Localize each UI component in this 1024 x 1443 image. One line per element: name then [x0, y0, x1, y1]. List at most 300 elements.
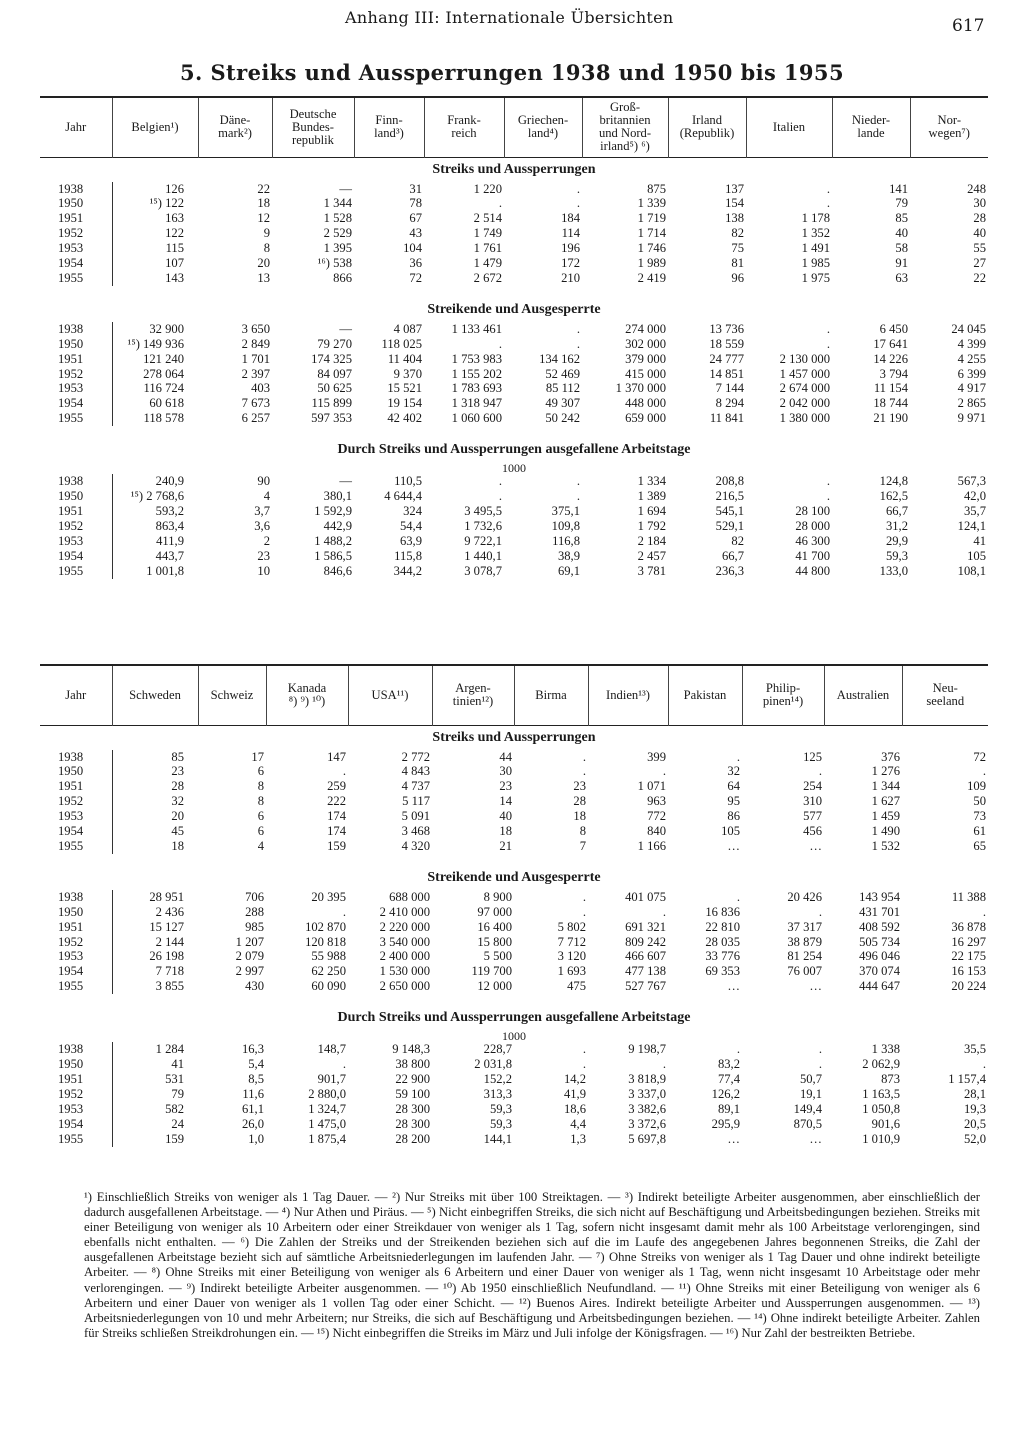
table-row [40, 750, 988, 765]
year-cell: 1955 [40, 564, 112, 579]
data-cell: . [826, 336, 830, 351]
data-cell: 863,4 [155, 518, 184, 533]
data-cell: 107 [165, 256, 184, 271]
data-cell: 50,7 [799, 1072, 822, 1086]
data-cell: 196 [561, 241, 580, 256]
data-cell: 443,7 [155, 548, 184, 563]
data-cell: 72 [409, 270, 422, 285]
data-cell: 236,3 [715, 563, 744, 578]
strikes-table-overseas [40, 664, 988, 1147]
data-cell: 593,2 [155, 504, 184, 518]
data-cell: . [826, 181, 830, 196]
table-row [40, 396, 988, 411]
data-cell: 20 224 [951, 979, 986, 994]
data-cell: 6 [257, 809, 264, 824]
data-cell: 1 528 [323, 211, 352, 226]
column-header: Belgien¹) [112, 97, 198, 157]
table-row [40, 839, 988, 854]
data-cell: 5 802 [557, 919, 586, 934]
column-header: Schweden [112, 665, 198, 725]
data-cell: 4 843 [401, 764, 430, 779]
data-cell: 4 087 [393, 321, 422, 336]
data-cell: 126,2 [711, 1086, 740, 1101]
data-cell: 59 100 [395, 1086, 430, 1101]
data-cell: 380,1 [323, 489, 352, 504]
data-cell: 28 [973, 211, 986, 226]
table-row [40, 905, 988, 920]
data-cell: 33 776 [705, 949, 740, 964]
data-cell: 90 [257, 474, 270, 489]
data-cell: 2 514 [473, 211, 502, 226]
data-cell: 11 388 [951, 889, 986, 904]
data-cell: … [727, 838, 740, 853]
data-cell: . [736, 1042, 740, 1057]
data-cell: 1 163,5 [862, 1086, 900, 1101]
year-cell: 1951 [40, 920, 112, 935]
table-row [40, 411, 988, 426]
data-cell: 597 353 [311, 411, 352, 426]
data-cell: 159 [327, 838, 346, 853]
data-cell: 22 175 [951, 949, 986, 964]
section-title: Streikende und Ausgesperrte [427, 301, 601, 317]
data-cell: . [826, 321, 830, 336]
data-cell: 26,0 [241, 1116, 264, 1131]
data-cell: 11 404 [387, 351, 422, 366]
data-cell: 1 701 [241, 351, 270, 366]
data-cell: 7 718 [155, 964, 184, 979]
data-cell: 1 475,0 [308, 1116, 346, 1131]
data-cell: 81 [731, 256, 744, 271]
data-cell: 40 [895, 226, 908, 241]
data-cell: 172 [561, 256, 580, 271]
data-cell: 706 [245, 889, 264, 904]
data-cell: . [576, 336, 580, 351]
data-cell: 2 849 [241, 336, 270, 351]
data-cell: 3,7 [254, 504, 270, 518]
data-cell: 50 [973, 794, 986, 809]
table-row [40, 764, 988, 779]
data-cell: 116,8 [552, 533, 580, 548]
data-cell: 21 [499, 838, 512, 853]
data-cell: 16 297 [951, 934, 986, 949]
data-cell: 2 062,9 [862, 1057, 900, 1072]
data-cell: 1 586,5 [314, 548, 352, 563]
data-cell: 37 317 [787, 919, 822, 934]
column-header: Nor- wegen⁷) [910, 97, 988, 157]
data-cell: 4,4 [570, 1116, 586, 1131]
data-cell: 26 198 [149, 949, 184, 964]
data-cell: 63 [895, 270, 908, 285]
year-cell: 1955 [40, 1132, 112, 1147]
data-cell: 448 000 [625, 396, 666, 411]
table-row [40, 1057, 988, 1072]
data-cell: . [342, 1057, 346, 1072]
data-cell: 442,9 [323, 518, 352, 533]
table-row [40, 794, 988, 809]
data-cell: 18 [257, 196, 270, 211]
data-cell: 28 [573, 794, 586, 809]
data-cell: 3 781 [637, 563, 666, 578]
column-header: Indien¹³) [588, 665, 668, 725]
data-cell: 376 [881, 749, 900, 764]
data-cell: 288 [245, 904, 264, 919]
data-cell: 32 900 [149, 321, 184, 336]
data-cell: 91 [895, 256, 908, 271]
data-cell: 415 000 [625, 366, 666, 381]
data-cell: 7 144 [715, 381, 744, 396]
data-cell: 20 395 [311, 889, 346, 904]
data-cell: 2 457 [637, 548, 666, 563]
column-header: Jahr [65, 687, 87, 702]
year-cell: 1951 [40, 1072, 112, 1087]
data-cell: 254 [803, 779, 822, 794]
data-cell: 38 879 [787, 934, 822, 949]
data-cell: 985 [245, 919, 264, 934]
column-header: Finn- land³) [354, 97, 424, 157]
data-cell: 527 767 [625, 979, 666, 994]
table-row [40, 1042, 988, 1057]
table-row [40, 979, 988, 994]
column-header: Groß- britannien und Nord- irland⁵) ⁶) [582, 97, 668, 157]
data-cell: 118 025 [381, 336, 422, 351]
year-cell: 1954 [40, 1117, 112, 1132]
data-cell: 97 000 [477, 904, 512, 919]
data-cell: ¹⁶) 538 [317, 256, 352, 271]
data-cell: 73 [973, 809, 986, 824]
section-title: Durch Streiks und Aussperrungen ausgefallene Arbeitstage [337, 442, 691, 458]
data-cell: 1 060 600 [451, 411, 502, 426]
table-row [40, 779, 988, 794]
data-cell: 248 [967, 181, 986, 196]
year-cell: 1955 [40, 979, 112, 994]
section-title-row [40, 298, 988, 322]
data-cell: 69 353 [705, 964, 740, 979]
table-row [40, 1132, 988, 1147]
year-cell: 1954 [40, 549, 112, 564]
data-cell: 1,0 [248, 1131, 264, 1146]
data-cell: 154 [725, 196, 744, 211]
table-row [40, 920, 988, 935]
data-cell: 431 701 [859, 904, 900, 919]
data-cell: 2 184 [637, 533, 666, 548]
data-cell: 75 [731, 241, 744, 256]
column-header: Neu- seeland [902, 665, 988, 725]
data-cell: 3 120 [557, 949, 586, 964]
table-row [40, 367, 988, 382]
data-cell: 24 045 [951, 321, 986, 336]
data-cell: 2 410 000 [379, 904, 430, 919]
data-cell: ¹⁵) 2 768,6 [130, 489, 184, 504]
data-cell: 1 380 000 [779, 411, 830, 426]
data-cell: 2 880,0 [308, 1086, 346, 1101]
data-cell: . [818, 1042, 822, 1057]
data-cell: 4 737 [401, 779, 430, 794]
data-cell: 82 [731, 533, 744, 548]
data-cell: 52 469 [545, 366, 580, 381]
data-cell: 295,9 [711, 1116, 740, 1131]
data-cell: . [582, 749, 586, 764]
section-title-row [40, 866, 988, 890]
data-cell: 28 000 [795, 518, 830, 533]
data-cell: 1 157,4 [948, 1072, 986, 1086]
data-cell: 122 [165, 226, 184, 241]
data-cell: 1 389 [637, 489, 666, 504]
column-header: Philip- pinen¹⁴) [742, 665, 824, 725]
data-cell: 18 [573, 809, 586, 824]
data-cell: 137 [725, 181, 744, 196]
data-cell: 124,1 [957, 518, 986, 533]
header-row [40, 97, 988, 157]
data-cell: 31 [409, 181, 422, 196]
column-header: Birma [514, 665, 588, 725]
data-cell: 28 300 [395, 1101, 430, 1116]
data-cell: 85 [895, 211, 908, 226]
data-cell: 444 647 [859, 979, 900, 994]
data-cell: 147 [327, 749, 346, 764]
data-cell: 44 [499, 749, 512, 764]
table-row [40, 534, 988, 549]
table-row [40, 935, 988, 950]
data-cell: 10 [257, 563, 270, 578]
data-cell: 138 [725, 211, 744, 226]
data-cell: 7 712 [557, 934, 586, 949]
data-cell: 24 [171, 1116, 184, 1131]
data-cell: 22 900 [395, 1072, 430, 1086]
data-cell: 259 [327, 779, 346, 794]
data-cell: 3,6 [254, 518, 270, 533]
data-cell: 124,8 [879, 474, 908, 489]
data-cell: 105 [967, 548, 986, 563]
data-cell: 20,5 [963, 1116, 986, 1131]
data-cell: 5 091 [401, 809, 430, 824]
data-cell: 96 [731, 270, 744, 285]
year-cell: 1954 [40, 396, 112, 411]
data-cell: 83,2 [717, 1057, 740, 1072]
table-row [40, 890, 988, 905]
data-cell: 809 242 [625, 934, 666, 949]
data-cell: 24 777 [709, 351, 744, 366]
data-cell: 22 810 [705, 919, 740, 934]
data-cell: 42 402 [387, 411, 422, 426]
data-cell: 59,3 [885, 548, 908, 563]
data-cell: 52,0 [963, 1131, 986, 1146]
year-cell: 1950 [40, 1057, 112, 1072]
data-cell: 16 836 [705, 904, 740, 919]
year-cell: 1952 [40, 794, 112, 809]
table-row [40, 226, 988, 241]
data-cell: 23 [257, 548, 270, 563]
data-cell: 69,1 [557, 563, 580, 578]
data-cell: 19,3 [963, 1101, 986, 1116]
year-cell: 1938 [40, 474, 112, 489]
data-cell: 18,6 [563, 1101, 586, 1116]
data-cell: 62 250 [311, 964, 346, 979]
data-cell: . [736, 749, 740, 764]
data-cell: . [576, 489, 580, 504]
data-cell: 7 [579, 838, 586, 853]
data-cell: 1 334 [637, 474, 666, 489]
data-cell: 109,8 [551, 518, 580, 533]
data-cell: 110,5 [394, 474, 422, 489]
data-cell: 174 [327, 809, 346, 824]
column-header: USA¹¹) [348, 665, 432, 725]
data-cell: 4 399 [957, 336, 986, 351]
data-cell: … [809, 1131, 822, 1146]
data-cell: 18 744 [873, 396, 908, 411]
column-header: Australien [824, 665, 902, 725]
data-cell: 4 320 [401, 838, 430, 853]
data-cell: . [582, 1057, 586, 1072]
data-cell: 2 529 [323, 226, 352, 241]
data-cell: 41 700 [795, 548, 830, 563]
data-cell: 67 [409, 211, 422, 226]
data-cell: 6 [257, 824, 264, 839]
data-cell: 3 818,9 [628, 1072, 666, 1086]
data-cell: 72 [973, 749, 986, 764]
column-header: Griechen- land⁴) [504, 97, 582, 157]
data-cell: 401 075 [625, 889, 666, 904]
data-cell: 1 761 [473, 241, 502, 256]
data-cell: 846,6 [323, 563, 352, 578]
data-cell: 1 985 [801, 256, 830, 271]
year-cell: 1938 [40, 322, 112, 337]
running-header: Anhang III: Internationale Übersichten [345, 8, 674, 27]
data-cell: … [727, 979, 740, 994]
table-row [40, 1072, 988, 1087]
table-row [40, 256, 988, 271]
data-cell: 1 592,9 [314, 504, 352, 518]
data-cell: 20 [171, 809, 184, 824]
data-cell: . [826, 196, 830, 211]
data-cell: 3 372,6 [628, 1116, 666, 1131]
column-header: Frank- reich [424, 97, 504, 157]
data-cell: 3 495,5 [464, 504, 502, 518]
data-cell: . [342, 764, 346, 779]
data-cell: . [582, 904, 586, 919]
section-title: Durch Streiks und Aussperrungen ausgefallene Arbeitstage [337, 1010, 691, 1026]
year-cell: 1938 [40, 182, 112, 197]
data-cell: 1 133 461 [451, 321, 502, 336]
data-cell: 36 [409, 256, 422, 271]
data-cell: 86 [727, 809, 740, 824]
table-row [40, 322, 988, 337]
data-cell: 278 064 [143, 366, 184, 381]
data-cell: . [818, 1057, 822, 1072]
year-cell: 1952 [40, 935, 112, 950]
table-row [40, 241, 988, 256]
data-cell: 456 [803, 824, 822, 839]
data-cell: 4 [263, 489, 270, 504]
data-cell: ¹⁵) 122 [149, 196, 184, 211]
data-cell: 772 [647, 809, 666, 824]
table-row [40, 337, 988, 352]
table-row [40, 564, 988, 579]
year-cell: 1955 [40, 271, 112, 286]
year-cell: 1952 [40, 519, 112, 534]
data-cell: . [342, 904, 346, 919]
data-cell: 59,3 [489, 1101, 512, 1116]
data-cell: 41 [973, 533, 986, 548]
data-cell: 45 [171, 824, 184, 839]
data-cell: 143 954 [859, 889, 900, 904]
data-cell: 531 [165, 1072, 184, 1086]
table-row [40, 474, 988, 489]
data-cell: 1 440,1 [464, 548, 502, 563]
data-cell: 141 [889, 181, 908, 196]
section-title-row [40, 157, 988, 182]
data-cell: 2 436 [155, 904, 184, 919]
data-cell: 2 400 000 [379, 949, 430, 964]
year-cell: 1951 [40, 779, 112, 794]
header-row [40, 665, 988, 725]
data-cell: 9 148,3 [392, 1042, 430, 1057]
data-cell: . [498, 474, 502, 489]
data-cell: 2 672 [473, 270, 502, 285]
table-title: 5. Streiks und Aussperrungen 1938 und 1950 bis 1955 [180, 60, 844, 85]
page-header [0, 0, 1024, 40]
data-cell: 529,1 [715, 518, 744, 533]
data-cell: 30 [499, 764, 512, 779]
data-cell: 310 [803, 794, 822, 809]
data-cell: 95 [727, 794, 740, 809]
year-cell: 1950 [40, 489, 112, 504]
data-cell: 840 [647, 824, 666, 839]
data-cell: 1 719 [637, 211, 666, 226]
data-cell: 7 673 [241, 396, 270, 411]
data-cell: 1 975 [801, 270, 830, 285]
data-cell: 475 [567, 979, 586, 994]
table-row [40, 489, 988, 504]
year-cell: 1955 [40, 411, 112, 426]
data-cell: 126 [165, 181, 184, 196]
year-cell: 1953 [40, 534, 112, 549]
year-cell: 1952 [40, 1087, 112, 1102]
data-cell: 28,1 [963, 1086, 986, 1101]
data-cell: 41 [171, 1057, 184, 1072]
data-cell: 23 [499, 779, 512, 794]
data-cell: 28 951 [149, 889, 184, 904]
data-cell: 1 352 [801, 226, 830, 241]
data-cell: 2 220 000 [379, 919, 430, 934]
data-cell: . [576, 196, 580, 211]
data-cell: 11 841 [709, 411, 744, 426]
data-cell: 1 875,4 [308, 1131, 346, 1146]
year-cell: 1953 [40, 949, 112, 964]
data-cell: 36 878 [951, 919, 986, 934]
year-cell: 1950 [40, 764, 112, 779]
data-cell: 27 [973, 256, 986, 271]
data-cell: . [826, 474, 830, 489]
data-cell: 15 800 [477, 934, 512, 949]
data-cell: . [662, 764, 666, 779]
data-cell: 13 736 [709, 321, 744, 336]
data-cell: 1 344 [871, 779, 900, 794]
year-cell: 1953 [40, 381, 112, 396]
data-cell: 1 284 [155, 1042, 184, 1057]
data-cell: 496 046 [859, 949, 900, 964]
data-cell: . [662, 1057, 666, 1072]
section-title: Streiks und Aussperrungen [432, 729, 596, 745]
data-cell: 2 674 000 [779, 381, 830, 396]
unit-label: 1000 [502, 1029, 526, 1044]
data-cell: … [809, 979, 822, 994]
data-cell: 28 200 [395, 1131, 430, 1146]
data-cell: 8 900 [483, 889, 512, 904]
table-row [40, 964, 988, 979]
data-cell: 61 [973, 824, 986, 839]
data-cell: 85 [171, 749, 184, 764]
data-cell: 79 [895, 196, 908, 211]
